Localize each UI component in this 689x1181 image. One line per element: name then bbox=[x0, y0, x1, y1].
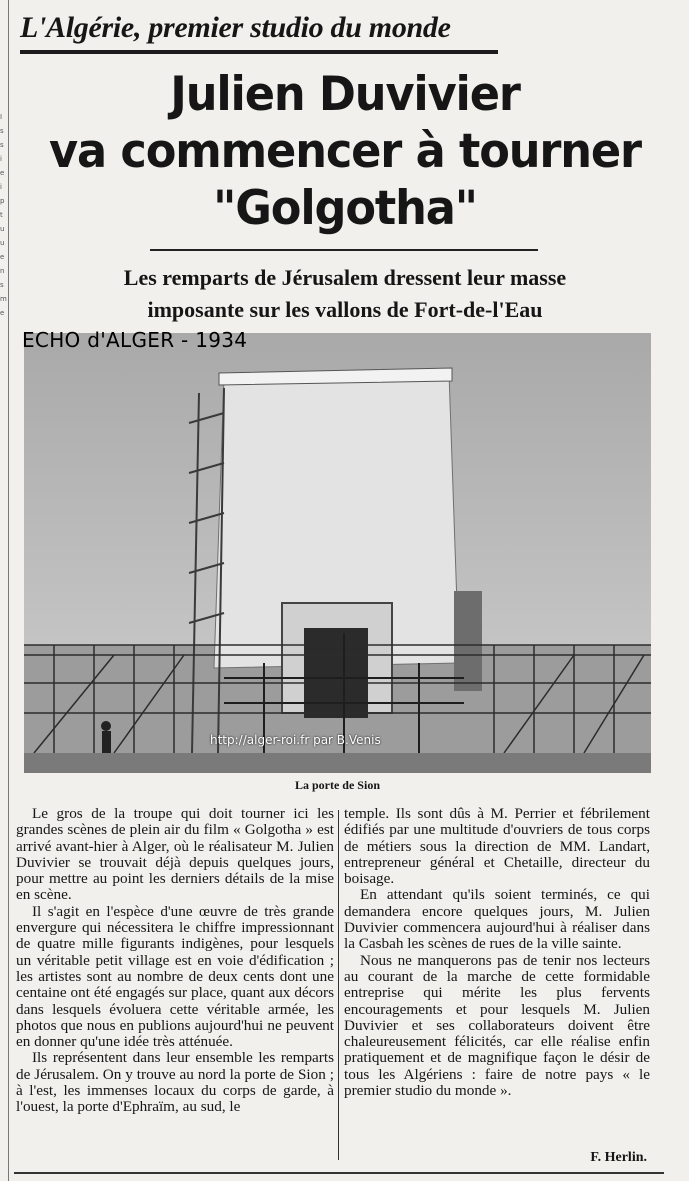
right-pillar bbox=[454, 591, 482, 691]
bottom-rule bbox=[14, 1172, 664, 1174]
subheadline-line-2: imposante sur les vallons de Fort-de-l'Eau bbox=[147, 297, 543, 322]
watermark: http://alger-roi.fr par B.Venis bbox=[210, 733, 381, 747]
photo-caption: La porte de Sion bbox=[294, 778, 380, 792]
headline-line-1: Julien Duvivier bbox=[170, 67, 520, 122]
article-paragraph: temple. Ils sont dûs à M. Perrier et fébrilement édifiés par une multitude d'ouvriers de tous corps de métiers sous la direction de MM. Landart, entrepreneur général et Chetaille, directeur du boisage. bbox=[344, 805, 650, 888]
adjacent-column-fragment: I s s i e i p t u u e n s m e bbox=[0, 113, 7, 317]
gateway-opening bbox=[304, 628, 368, 718]
source-label: ECHO d'ALGER - 1934 bbox=[22, 328, 248, 352]
column-divider bbox=[338, 810, 339, 1160]
author-signature: F. Herlin. bbox=[590, 1150, 647, 1165]
margin-rule bbox=[8, 0, 9, 1181]
article-paragraph: Nous ne manquerons pas de tenir nos lecteurs au courant de la marche de cette formidable entreprise qui mérite les plus fervents encouragements et pour lesquels M. Julien Duvivier et ses collaborateurs doivent être chaleureusement félicités, car elle réalise enfin pratiquement et de magnifique façon le désir de tous les Algériens : faire de notre pays « le premier studio du monde ». bbox=[344, 951, 650, 1100]
headline-line-3: "Golgotha" bbox=[213, 181, 477, 236]
worker-figure bbox=[101, 721, 111, 731]
article-paragraph: Ils représentent dans leur ensemble les remparts de Jérusalem. On y trouve au nord la porte de Sion ; à l'est, les immenses locaux du corps de garde, à l'ouest, la porte d'Ephraïm, au sud, le bbox=[16, 1049, 334, 1116]
worker-figure-body bbox=[102, 731, 111, 753]
rubric-underline bbox=[20, 50, 498, 54]
section-rubric: L'Algérie, premier studio du monde bbox=[20, 11, 451, 44]
photo-porte-de-sion bbox=[24, 333, 651, 773]
article-column-left bbox=[16, 806, 334, 1116]
subheadline-line-1: Les remparts de Jérusalem dressent leur masse bbox=[123, 265, 567, 290]
headline-line-2: va commencer à tourner bbox=[49, 124, 641, 179]
article-paragraph: En attendant qu'ils soient terminés, ce qui demandera encore quelques jours, M. Julien Duvivier commencera aujourd'hui à réaliser dans la Casbah les scènes de rues de la ville sainte. bbox=[344, 886, 650, 953]
article-column-right bbox=[344, 806, 650, 1099]
article-photo bbox=[24, 333, 651, 773]
article-paragraph: Il s'agit en l'espèce d'une œuvre de très grande envergure qui nécessitera le chiffre impressionnant de quatre mille figurants indigènes, pour lesquels un véritable petit village est en voie d'édification ; les artistes sont au nombre de deux cents dont une centaine ont été engagés sur place, quant aux décors dans lesquels évoluera cette véritable armée, les photos que nous en publions aujourd'hui ne peuvent en donner qu'une idée très atténuée. bbox=[16, 902, 334, 1051]
foreground-earth bbox=[24, 753, 651, 773]
headline-rule bbox=[150, 249, 538, 251]
headline bbox=[14, 66, 676, 237]
article-paragraph: Le gros de la troupe qui doit tourner ici les grandes scènes de plein air du film « Golgotha » est arrivé avant-hier à Alger, où le réalisateur M. Julien Duvivier se trouvait déjà depuis quelques jours, pour mettre au point les derniers détails de la mise en scène. bbox=[16, 805, 334, 904]
subheadline bbox=[40, 262, 650, 326]
